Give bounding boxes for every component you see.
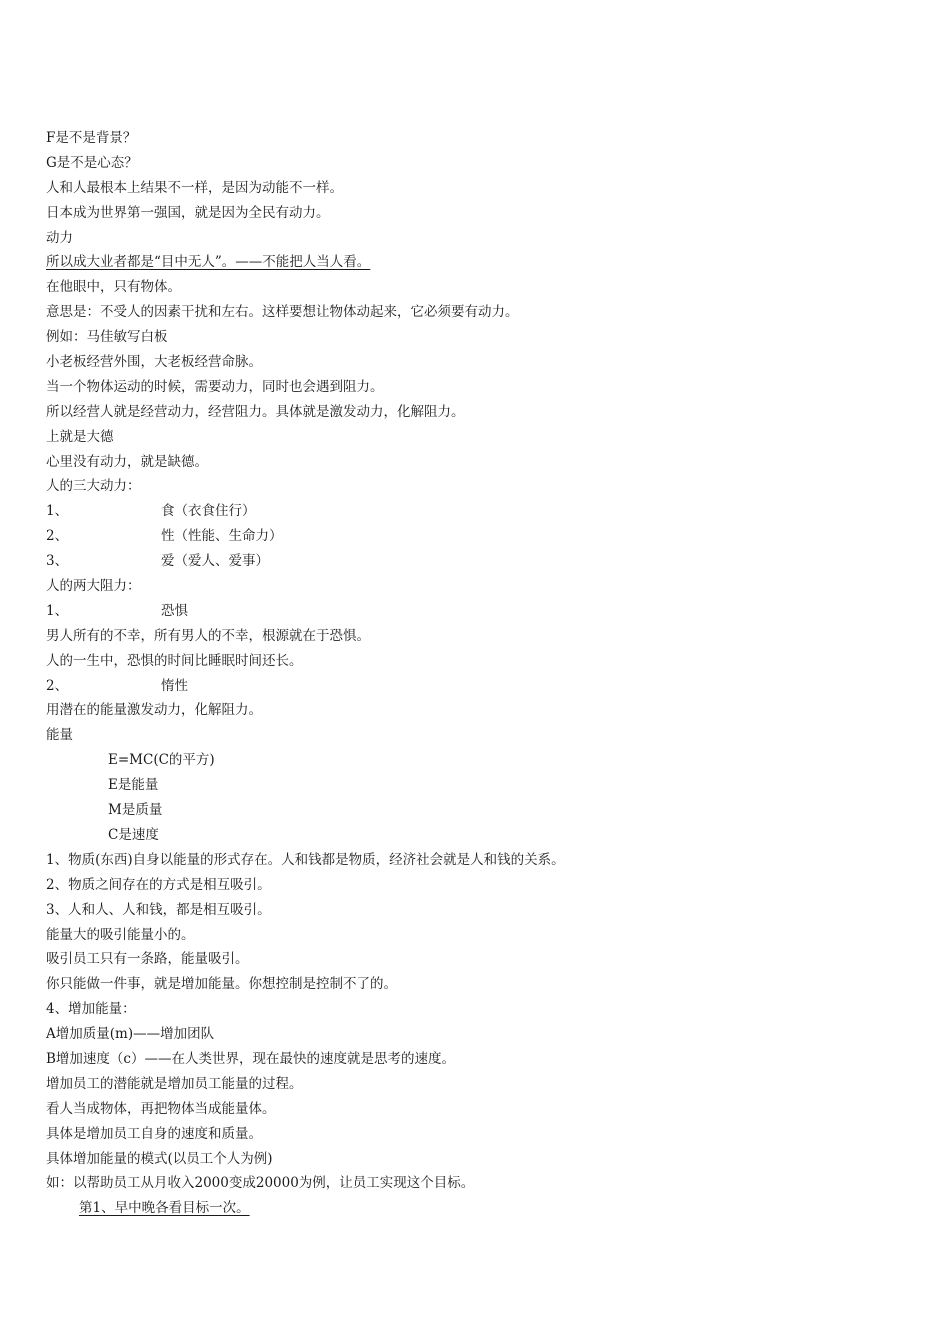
line-text: F是不是背景？ xyxy=(46,130,137,146)
line-text: 所以经营人就是经营动力，经营阻力。具体就是激发动力，化解阻力。 xyxy=(46,403,465,420)
line-text: 动力 xyxy=(46,229,73,246)
line-text: 能量大的吸引能量小的。 xyxy=(46,926,195,943)
line-text: 你只能做一件事，就是增加能量。你想控制是控制不了的。 xyxy=(46,976,397,993)
line-text: 吸引员工只有一条路，能量吸引。 xyxy=(46,951,249,968)
numbered-list-item xyxy=(46,524,906,549)
list-number: 2、 xyxy=(46,677,69,694)
text-line xyxy=(46,923,906,948)
line-text: 爱（爱人、爱事） xyxy=(161,553,269,570)
text-line xyxy=(46,425,906,450)
line-text: 3、人和人、人和钱，都是相互吸引。 xyxy=(46,901,271,918)
numbered-list-item xyxy=(46,549,906,574)
text-line xyxy=(46,1072,906,1097)
line-text: 上就是大德 xyxy=(46,428,114,445)
text-line xyxy=(46,898,906,923)
text-line xyxy=(46,325,906,350)
line-text: 具体是增加员工自身的速度和质量。 xyxy=(46,1125,262,1142)
text-line xyxy=(46,698,906,723)
text-line xyxy=(46,151,906,176)
line-text: 人的一生中，恐惧的时间比睡眠时间还长。 xyxy=(46,652,303,669)
list-number: 1、 xyxy=(46,602,69,619)
line-text: 惰性 xyxy=(161,677,188,694)
line-text: 小老板经营外围，大老板经营命脉。 xyxy=(46,354,262,371)
line-text: 第1、早中晚各看目标一次。 xyxy=(79,1200,250,1217)
text-line xyxy=(46,1171,906,1196)
document-body xyxy=(46,126,906,1221)
text-line xyxy=(46,649,906,674)
line-text: E是能量 xyxy=(108,777,159,794)
line-text: 1、物质(东西)自身以能量的形式存在。人和钱都是物质，经济社会就是人和钱的关系。 xyxy=(46,851,565,868)
text-line xyxy=(46,823,906,848)
line-text: 看人当成物体，再把物体当成能量体。 xyxy=(46,1100,276,1117)
line-text: M是质量 xyxy=(108,802,163,819)
text-line xyxy=(46,1097,906,1122)
list-number: 3、 xyxy=(46,553,69,570)
text-line xyxy=(46,1147,906,1172)
list-number: 2、 xyxy=(46,528,69,545)
text-line xyxy=(46,275,906,300)
text-line xyxy=(46,1047,906,1072)
text-line xyxy=(46,226,906,251)
line-text: 增加员工的潜能就是增加员工能量的过程。 xyxy=(46,1075,303,1092)
text-line xyxy=(46,748,906,773)
line-text: G是不是心态？ xyxy=(46,154,138,171)
text-line xyxy=(46,201,906,226)
line-text: 男人所有的不幸，所有男人的不幸，根源就在于恐惧。 xyxy=(46,627,370,644)
text-line xyxy=(46,1022,906,1047)
line-text: 心里没有动力，就是缺德。 xyxy=(46,453,208,470)
line-text: 能量 xyxy=(46,727,73,744)
line-text: 具体增加能量的模式(以员工个人为例) xyxy=(46,1150,273,1167)
line-text: 人的两大阻力： xyxy=(46,578,141,595)
numbered-list-item xyxy=(46,499,906,524)
text-line xyxy=(46,798,906,823)
text-line xyxy=(46,624,906,649)
line-text: B增加速度（c）——在人类世界，现在最快的速度就是思考的速度。 xyxy=(46,1050,455,1067)
line-text: 人的三大动力： xyxy=(46,478,141,495)
line-text: C是速度 xyxy=(108,826,159,843)
line-text: 例如：马佳敏写白板 xyxy=(46,329,168,346)
text-line xyxy=(46,574,906,599)
text-line xyxy=(46,400,906,425)
line-text: 如：以帮助员工从月收入2000变成20000为例，让员工实现这个目标。 xyxy=(46,1175,475,1192)
line-text: 意思是：不受人的因素干扰和左右。这样要想让物体动起来，它必须要有动力。 xyxy=(46,304,519,321)
text-line xyxy=(46,773,906,798)
text-line xyxy=(46,947,906,972)
line-text: 当一个物体运动的时候，需要动力，同时也会遇到阻力。 xyxy=(46,378,384,395)
line-text: 所以成大业者都是“目中无人”。——不能把人当人看。 xyxy=(46,254,371,271)
text-line xyxy=(46,250,906,275)
line-text: 在他眼中，只有物体。 xyxy=(46,279,181,296)
text-line xyxy=(46,300,906,325)
text-line xyxy=(46,1122,906,1147)
line-text: 恐惧 xyxy=(161,602,188,619)
line-text: E=MC(C的平方) xyxy=(108,752,215,769)
text-line xyxy=(46,126,906,151)
line-text: 食（衣食住行） xyxy=(161,503,256,520)
text-line xyxy=(46,1196,906,1221)
text-line xyxy=(46,972,906,997)
text-line xyxy=(46,176,906,201)
text-line xyxy=(46,474,906,499)
text-line xyxy=(46,848,906,873)
list-number: 1、 xyxy=(46,503,69,520)
numbered-list-item xyxy=(46,674,906,699)
line-text: 2、物质之间存在的方式是相互吸引。 xyxy=(46,876,271,893)
line-text: A增加质量(m)——增加团队 xyxy=(46,1026,215,1043)
text-line xyxy=(46,873,906,898)
line-text: 人和人最根本上结果不一样，是因为动能不一样。 xyxy=(46,179,343,196)
text-line xyxy=(46,450,906,475)
text-line xyxy=(46,350,906,375)
text-line xyxy=(46,375,906,400)
line-text: 4、增加能量： xyxy=(46,1001,136,1018)
line-text: 日本成为世界第一强国，就是因为全民有动力。 xyxy=(46,204,330,221)
numbered-list-item xyxy=(46,599,906,624)
line-text: 性（性能、生命力） xyxy=(161,528,283,545)
text-line xyxy=(46,723,906,748)
line-text: 用潜在的能量激发动力，化解阻力。 xyxy=(46,702,262,719)
text-line xyxy=(46,997,906,1022)
